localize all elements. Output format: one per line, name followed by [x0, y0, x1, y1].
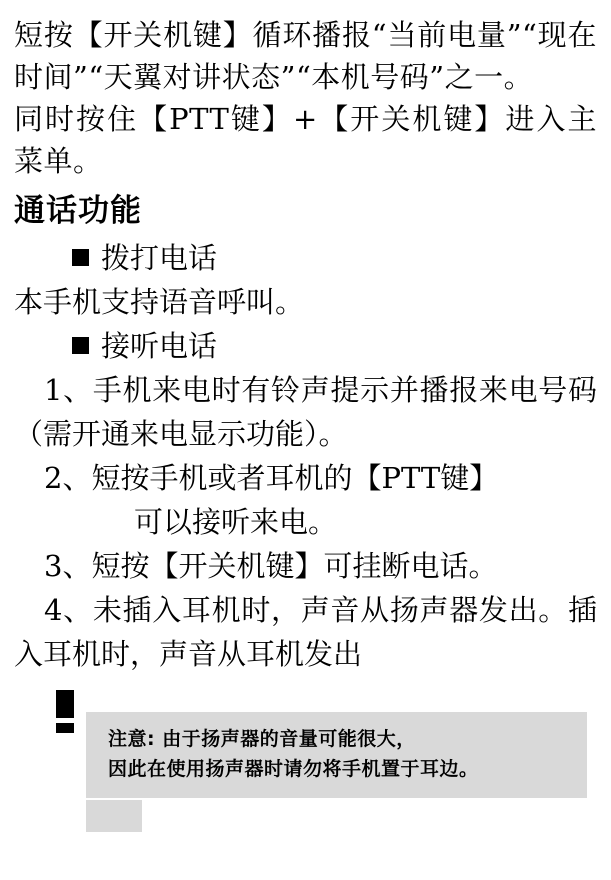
- list-item-bullet-2: [14, 324, 597, 368]
- square-bullet-icon: [72, 337, 89, 354]
- numbered-item-4: 4、未插入耳机时，声音从扬声器发出。插入耳机时，声音从耳机发出: [14, 593, 597, 671]
- note-line-1: 注意: 由于扬声器的音量可能很大，: [108, 728, 416, 750]
- numbered-item-2: 2、短按手机或者耳机的【PTT键】: [44, 461, 499, 495]
- note-line-2: 因此在使用扬声器时请勿将手机置于耳边。: [108, 758, 479, 780]
- numbered-item-2-continuation: 可以接听来电。: [134, 505, 338, 539]
- list-item-bullet-1: [14, 236, 597, 280]
- note-box: [86, 712, 587, 798]
- numbered-item-1: 1、手机来电时有铃声提示并播报来电号码（需开通来电显示功能）。: [14, 373, 597, 451]
- paragraph-1: 短按【开关机键】循环播报“当前电量”“现在时间”“天翼对讲状态”“本机号码”之一。: [14, 18, 597, 94]
- section-heading: 通话功能: [14, 193, 142, 229]
- paragraph-2: 同时按住【PTT键】+【开关机键】进入主菜单。: [14, 102, 597, 178]
- exclamation-mark-icon: [56, 690, 76, 733]
- square-bullet-icon: [72, 249, 89, 266]
- note-tail-decoration: [86, 800, 142, 832]
- list-item-label: 拨打电话: [101, 241, 218, 275]
- numbered-item-3: 3、短按【开关机键】可挂断电话。: [44, 549, 498, 583]
- list-item-label: 接听电话: [101, 329, 218, 363]
- list-item-text-1: 本手机支持语音呼叫。: [14, 285, 305, 319]
- note-block: [14, 690, 597, 800]
